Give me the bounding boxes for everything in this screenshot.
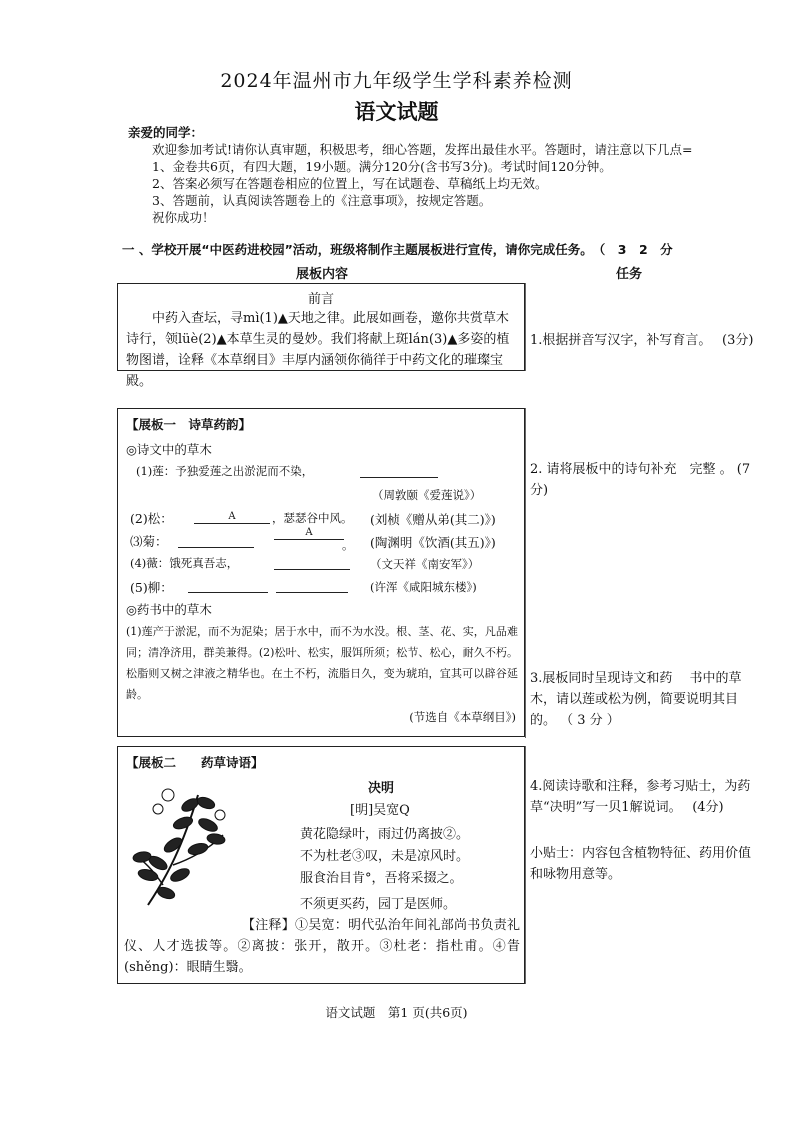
fill-item-text: ，瑟瑟谷中风。: [272, 511, 353, 525]
fill-item: [130, 555, 238, 571]
panel-one: [117, 408, 525, 737]
fill-item-label: ⑶菊：: [130, 534, 168, 549]
instruction-line: 欢迎参加考试!请你认真审题，积极思考，细心答题，发挥出最佳水平。答题时，请注意以下几点=: [152, 142, 693, 157]
exam-instructions: [128, 124, 768, 226]
fill-item-source: (陶渊明《饮酒(其五)》): [370, 535, 496, 550]
panel-one-subheading: ◎药书中的草木: [126, 602, 212, 617]
poem-line: 黄花隐绿叶，雨过仍离披②。: [300, 827, 470, 842]
poem-line: 不为杜老③叹，未是凉风时。: [300, 849, 470, 864]
bencao-excerpt: (1)莲产于淤泥，而不为泥染；居于水中，而不为水没。根、茎、花、实，凡品难同；清净济用，群美兼得。(2)松叶、松实，服饵所须；松节、松心，耐久不朽。松脂则又树之津液之精华也。在土不朽，流脂日久，变为琥珀，宜其可以辟谷延龄。: [126, 625, 518, 701]
fill-item-source: (许浑《咸阳城东楼》): [370, 580, 477, 594]
fill-item-label: (4)薇：饿死真吾志，: [130, 556, 239, 570]
divider: [525, 746, 526, 984]
fill-item-source: (刘桢《赠从弟(其二)》): [370, 512, 496, 527]
answer-blank: A: [194, 511, 270, 524]
divider: [525, 283, 526, 371]
divider: [525, 408, 526, 738]
task-four-tip: 小贴士：内容包含植物特征、药用价值和咏物用意等。: [530, 846, 752, 882]
greeting: 亲爱的同学：: [128, 125, 204, 140]
fill-item-source: （周敦颐《爱莲说》）: [372, 488, 482, 502]
answer-blank: A: [274, 527, 344, 540]
answer-blank: [188, 580, 268, 593]
preface-title: 前言: [307, 292, 334, 307]
instruction-line: 1、金卷共6页，有四大题，19小题。满分120分(含书写3分)。考试时间120分钟。: [152, 159, 612, 174]
fill-item: [130, 578, 173, 596]
task-one: 1.根据拼音写汉字，补写育言。 (3分): [530, 333, 754, 348]
answer-blank: [360, 465, 438, 478]
column-heading-task: 任务: [616, 267, 643, 282]
column-heading-content: 展板内容: [296, 267, 349, 282]
answer-blank: [178, 535, 254, 548]
instruction-line: 3、答题前，认真阅读答题卷上的《注意事项》，按规定答题。: [152, 193, 492, 208]
task-three: 3.展板同时呈现诗文和药 书中的草木，请以莲或松为例，简要说明其目的。 （ 3 分 ）: [530, 671, 742, 728]
answer-blank: [276, 580, 348, 593]
poem-line: 不须更买药，园丁是医师。: [300, 897, 457, 912]
fill-item: [130, 509, 173, 527]
preface-box: [117, 283, 525, 389]
exam-subtitle: 语文试题: [354, 100, 439, 124]
fill-item: [136, 463, 313, 479]
fill-item-text: 。: [342, 538, 354, 552]
answer-blank: [274, 557, 350, 570]
poem-line: 服食治目肯°，吾将采掇之。: [300, 871, 463, 886]
section-heading: 一 、学校开展“中医药进校园”活动，班级将制作主题展板进行宣传，请你完成任务。 （ 3 2 分: [122, 242, 673, 257]
page-footer: 语文试题 第1 页(共6页): [325, 1005, 468, 1020]
cassia-plant-illustration: [128, 775, 234, 915]
poem-title: 决明: [368, 781, 395, 796]
exam-title: 2024年温州市九年级学生学科素养检测: [220, 70, 573, 92]
poem-author: [明]吴宽Q: [350, 803, 410, 818]
poem-notes: 【注释】①吴宽：明代弘治年间礼部尚书负责礼仪、人才选拔等。②离披：张开，散开。③杜老：指杜甫。④眚(shěng)：眼睛生翳。: [124, 918, 520, 975]
instruction-line: 祝你成功！: [152, 210, 215, 225]
instruction-line: 2、答案必须写在答题卷相应的位置上，写在试题卷、草稿纸上均无效。: [152, 176, 548, 191]
fill-item: [130, 532, 168, 550]
fill-item-label: (2)松：: [130, 511, 173, 526]
panel-two: [117, 746, 525, 984]
panel-one-subheading: ◎诗文中的草木: [126, 442, 212, 457]
fill-item-source: （文天祥《南安军》）: [370, 557, 480, 571]
bencao-source: (节选自《本草纲目》): [409, 710, 516, 724]
task-four: 4.阅读诗歌和注释，参考习贴士，为药草“决明”写一贝1解说词。 (4分): [530, 779, 751, 815]
panel-two-title: 【展板二 药草诗语】: [126, 755, 264, 770]
fill-item-label: (1)莲：予独爱莲之出淤泥而不染，: [136, 464, 314, 478]
panel-one-title: 【展板一 诗草药韵】: [126, 417, 252, 432]
task-two: 2. 请将展板中的诗句补充 完整 。 (7分): [530, 462, 751, 498]
fill-item-label: (5)柳：: [130, 580, 173, 595]
preface-text: 中药入查坛，寻mì(1)▲天地之律。此展如画卷，邀你共赏草木诗行，领lüè(2)▲本草生灵的曼妙。我们将献上斑lán(3)▲多姿的植物图谱，诠释《本草纲目》丰厚内涵领你徜徉于中药文化的璀璨宝殿。: [126, 311, 510, 389]
